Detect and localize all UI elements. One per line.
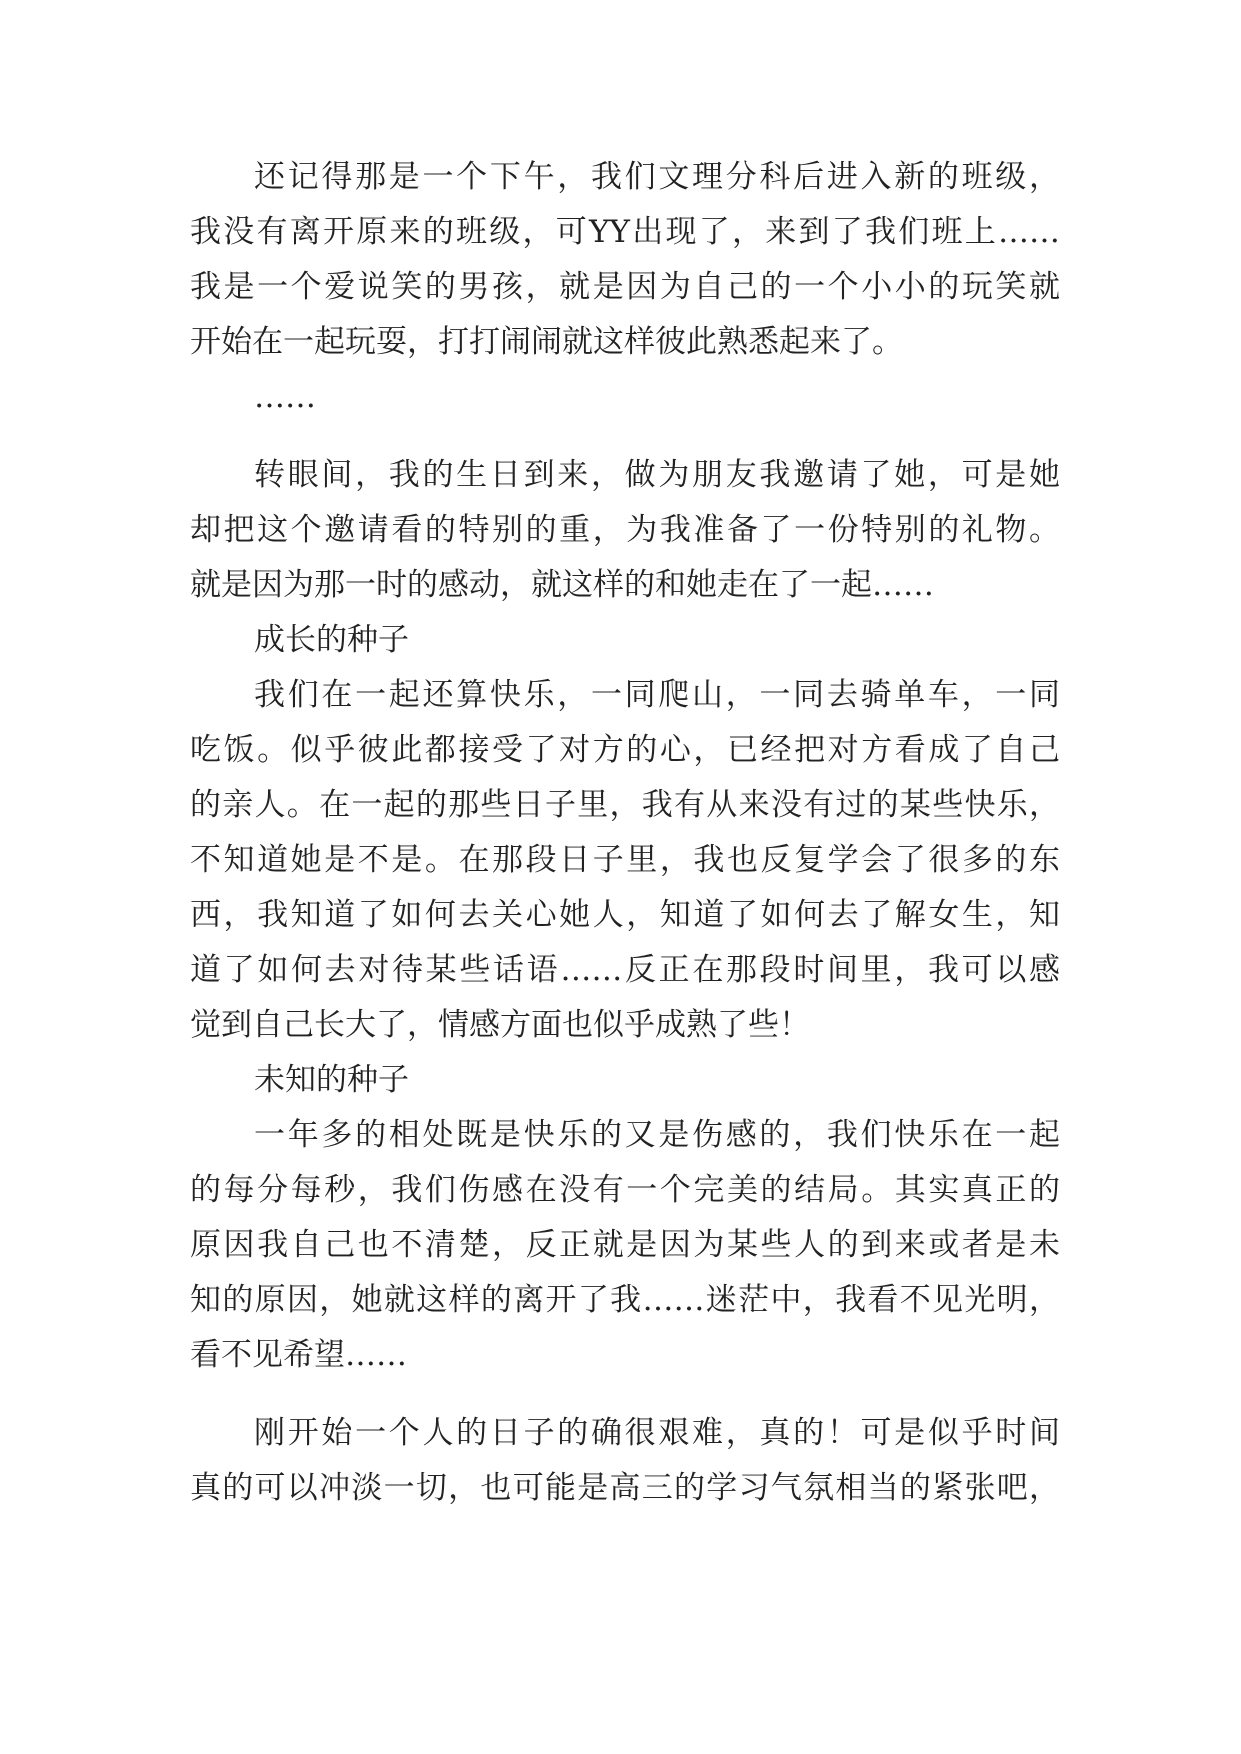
section-heading: 未知的种子 (254, 1062, 409, 1098)
paragraph-line: 西，我知道了如何去关心她人，知道了如何去了解女生，知 (190, 897, 1060, 933)
paragraph-line: 知的原因，她就这样的离开了我……迷茫中，我看不见光明， (190, 1282, 1060, 1318)
paragraph-line: 还记得那是一个下午，我们文理分科后进入新的班级， (254, 159, 1060, 195)
paragraph-line: 的每分每秒，我们伤感在没有一个完美的结局。其实真正的 (190, 1172, 1060, 1208)
paragraph-line: 觉到自己长大了，情感方面也似乎成熟了些！ (190, 1007, 810, 1043)
paragraph-line: 我们在一起还算快乐，一同爬山，一同去骑单车，一同 (254, 677, 1060, 713)
paragraph-line: 开始在一起玩耍，打打闹闹就这样彼此熟悉起来了。 (190, 324, 903, 360)
paragraph-line: 一年多的相处既是快乐的又是伤感的，我们快乐在一起 (254, 1117, 1060, 1153)
paragraph-line: 刚开始一个人的日子的确很艰难，真的！可是似乎时间 (254, 1415, 1060, 1451)
paragraph-line: 吃饭。似乎彼此都接受了对方的心，已经把对方看成了自己 (190, 732, 1060, 768)
paragraph-line: 看不见希望…… (190, 1337, 407, 1373)
paragraph-line: 不知道她是不是。在那段日子里，我也反复学会了很多的东 (190, 842, 1060, 878)
paragraph-line: 我是一个爱说笑的男孩，就是因为自己的一个小小的玩笑就 (190, 269, 1060, 305)
ellipsis-line: …… (254, 379, 316, 415)
paragraph-line: 我没有离开原来的班级，可YY出现了，来到了我们班上…… (190, 214, 1060, 250)
paragraph-line: 却把这个邀请看的特别的重，为我准备了一份特别的礼物。 (190, 512, 1060, 548)
section-heading: 成长的种子 (254, 622, 409, 658)
paragraph-line: 转眼间，我的生日到来，做为朋友我邀请了她，可是她 (254, 457, 1060, 493)
paragraph-line: 道了如何去对待某些话语……反正在那段时间里，我可以感 (190, 952, 1060, 988)
paragraph-line: 的亲人。在一起的那些日子里，我有从来没有过的某些快乐， (190, 787, 1060, 823)
document-body (190, 150, 1060, 1516)
paragraph-line: 就是因为那一时的感动，就这样的和她走在了一起…… (190, 567, 934, 603)
paragraph-line: 真的可以冲淡一切，也可能是高三的学习气氛相当的紧张吧， (190, 1470, 1060, 1506)
paragraph-line: 原因我自己也不清楚，反正就是因为某些人的到来或者是未 (190, 1227, 1060, 1263)
